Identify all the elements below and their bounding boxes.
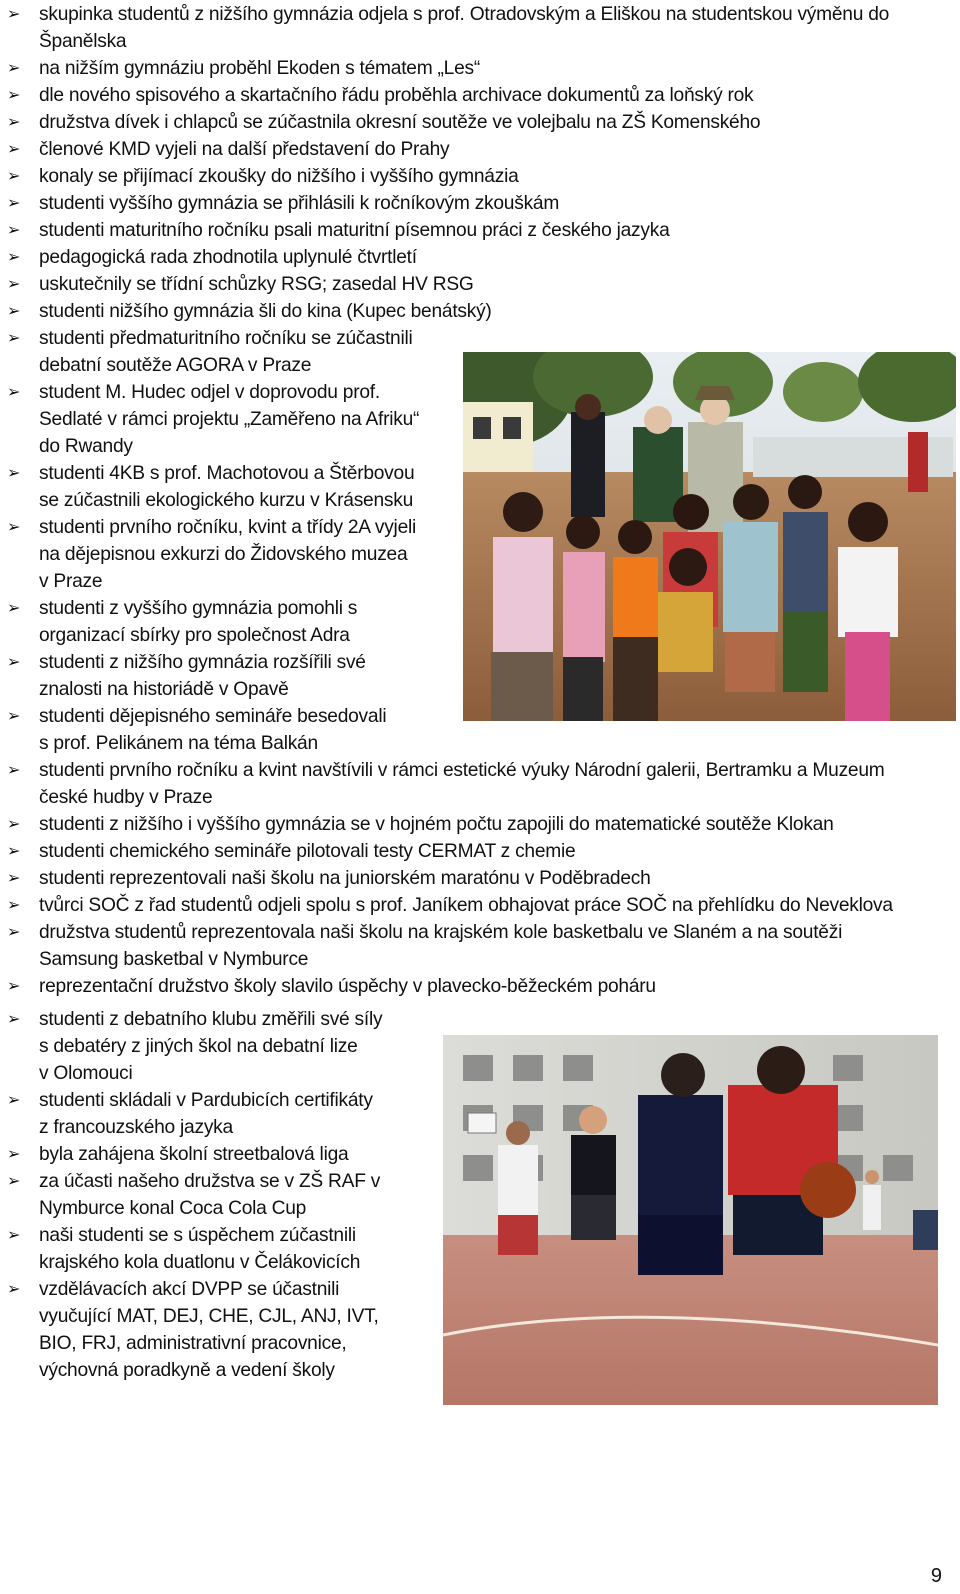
arrow-bullet-icon: ➢ bbox=[7, 222, 21, 239]
list-item-line: studenti z vyššího gymnázia pomohli s bbox=[39, 598, 358, 619]
list-item-line: Sedlaté v rámci projektu „Zaměřeno na Afriku“ bbox=[39, 409, 420, 430]
list-item-line: vzdělávacích akcí DVPP se účastnili bbox=[39, 1279, 340, 1300]
list-item bbox=[0, 1087, 382, 1141]
arrow-bullet-icon: ➢ bbox=[7, 1146, 21, 1163]
list-item-line: konaly se přijímací zkoušky do nižšího i vyššího gymnázia bbox=[39, 166, 519, 187]
list-item-text bbox=[39, 271, 893, 298]
list-item-line: české hudby v Praze bbox=[39, 787, 213, 808]
list-item-line: studenti 4KB s prof. Machotovou a Štěrbovou bbox=[39, 463, 415, 484]
list-item bbox=[0, 811, 893, 838]
list-item bbox=[0, 892, 893, 919]
arrow-bullet-icon: ➢ bbox=[7, 168, 21, 185]
list-item-line: byla zahájena školní streetbalová liga bbox=[39, 1144, 349, 1165]
list-item-line: studenti maturitního ročníku psali maturitní písemnou práci z českého jazyka bbox=[39, 220, 670, 241]
list-item-line: v Olomouci bbox=[39, 1063, 133, 1084]
arrow-bullet-icon: ➢ bbox=[7, 1281, 21, 1298]
list-item bbox=[0, 298, 893, 325]
arrow-bullet-icon: ➢ bbox=[7, 978, 21, 995]
arrow-bullet-icon: ➢ bbox=[7, 762, 21, 779]
arrow-bullet-icon: ➢ bbox=[7, 843, 21, 860]
arrow-bullet-icon: ➢ bbox=[7, 1092, 21, 1109]
list-item-line: studenti vyššího gymnázia se přihlásili k ročníkovým zkouškám bbox=[39, 193, 560, 214]
photo-basketball-image bbox=[443, 1035, 938, 1405]
arrow-bullet-icon: ➢ bbox=[7, 276, 21, 293]
arrow-bullet-icon: ➢ bbox=[7, 195, 21, 212]
arrow-bullet-icon: ➢ bbox=[7, 654, 21, 671]
list-item bbox=[0, 163, 893, 190]
list-item-line: pedagogická rada zhodnotila uplynulé čtvrtletí bbox=[39, 247, 417, 268]
list-item-line: krajského kola duatlonu v Čelákovicích bbox=[39, 1252, 361, 1273]
list-item-text bbox=[39, 109, 893, 136]
list-item-line: do Rwandy bbox=[39, 436, 133, 457]
photo-rwanda-image bbox=[463, 352, 956, 721]
list-item bbox=[0, 1222, 382, 1276]
arrow-bullet-icon: ➢ bbox=[7, 87, 21, 104]
list-item-line: z francouzského jazyka bbox=[39, 1117, 233, 1138]
list-item-text bbox=[39, 1168, 382, 1222]
list-item-line: student M. Hudec odjel v doprovodu prof. bbox=[39, 382, 380, 403]
list-item bbox=[0, 82, 893, 109]
list-item-text bbox=[39, 217, 893, 244]
list-item-line: studenti nižšího gymnázia šli do kina (Kupec benátský) bbox=[39, 301, 492, 322]
arrow-bullet-icon: ➢ bbox=[7, 249, 21, 266]
list-item-line: Nymburce konal Coca Cola Cup bbox=[39, 1198, 307, 1219]
list-item-line: studenti předmaturitního ročníku se zúčastnili bbox=[39, 328, 413, 349]
list-item-text bbox=[39, 190, 893, 217]
list-item-line: reprezentační družstvo školy slavilo úspěchy v plavecko-běžeckém poháru bbox=[39, 976, 656, 997]
list-item-line: na dějepisnou exkurzi do Židovského muzea bbox=[39, 544, 408, 565]
list-item-text bbox=[39, 1141, 382, 1168]
list-item bbox=[0, 1006, 382, 1087]
list-item-line: znalosti na historiádě v Opavě bbox=[39, 679, 289, 700]
list-item-text bbox=[39, 757, 893, 811]
list-item-line: tvůrci SOČ z řad studentů odjeli spolu s prof. Janíkem obhajovat práce SOČ na přehlídku do Neveklova bbox=[39, 895, 893, 916]
list-item-text bbox=[39, 55, 893, 82]
list-item-line: členové KMD vyjeli na další představení do Prahy bbox=[39, 139, 450, 160]
list-item-text bbox=[39, 82, 893, 109]
list-item-line: za účasti našeho družstva se v ZŠ RAF v bbox=[39, 1171, 381, 1192]
list-item bbox=[0, 190, 893, 217]
arrow-bullet-icon: ➢ bbox=[7, 1173, 21, 1190]
list-item-line: na nižším gymnáziu proběhl Ekoden s tématem „Les“ bbox=[39, 58, 480, 79]
list-item-line: uskutečnily se třídní schůzky RSG; zasedal HV RSG bbox=[39, 274, 474, 295]
photo-children-rwanda bbox=[463, 352, 956, 721]
list-item-line: skupinka studentů z nižšího gymnázia odjela s prof. Otradovským a Eliškou na studentskou výměnu do bbox=[39, 4, 890, 25]
list-item-text bbox=[39, 163, 893, 190]
list-item-line: dle nového spisového a skartačního řádu proběhla archivace dokumentů za loňský rok bbox=[39, 85, 754, 106]
list-item-text bbox=[39, 865, 893, 892]
list-item-line: studenti skládali v Pardubicích certifikáty bbox=[39, 1090, 373, 1111]
arrow-bullet-icon: ➢ bbox=[7, 1011, 21, 1028]
bullet-list-bottom bbox=[0, 1006, 382, 1384]
list-item-line: studenti prvního ročníku a kvint navštívili v rámci estetické výuky Národní galerii, Bertramku a Muzeum bbox=[39, 760, 885, 781]
list-item-line: výchovná poradkyně a vedení školy bbox=[39, 1360, 335, 1381]
list-item bbox=[0, 217, 893, 244]
list-item-line: studenti prvního ročníku, kvint a třídy 2A vyjeli bbox=[39, 517, 417, 538]
list-item-line: Španělska bbox=[39, 31, 127, 52]
list-item bbox=[0, 865, 893, 892]
list-item-text bbox=[39, 298, 893, 325]
list-item-line: studenti dějepisného semináře besedovali bbox=[39, 706, 387, 727]
list-item-line: organizací sbírky pro společnost Adra bbox=[39, 625, 350, 646]
list-item-line: Samsung basketbal v Nymburce bbox=[39, 949, 309, 970]
list-item-text bbox=[39, 1006, 382, 1087]
list-item-text bbox=[39, 136, 893, 163]
list-item-line: s prof. Pelikánem na téma Balkán bbox=[39, 733, 318, 754]
list-item bbox=[0, 919, 893, 973]
list-item-text bbox=[39, 838, 893, 865]
list-item-line: v Praze bbox=[39, 571, 103, 592]
list-item-line: se zúčastnili ekologického kurzu v Krásensku bbox=[39, 490, 414, 511]
list-item bbox=[0, 136, 893, 163]
list-item bbox=[0, 55, 893, 82]
list-item-line: vyučující MAT, DEJ, CHE, CJL, ANJ, IVT, bbox=[39, 1306, 379, 1327]
arrow-bullet-icon: ➢ bbox=[7, 6, 21, 23]
list-item-line: studenti chemického semináře pilotovali testy CERMAT z chemie bbox=[39, 841, 576, 862]
list-item-text bbox=[39, 244, 893, 271]
arrow-bullet-icon: ➢ bbox=[7, 141, 21, 158]
list-item-line: studenti z debatního klubu změřili své síly bbox=[39, 1009, 383, 1030]
photo-streetball bbox=[443, 1035, 938, 1405]
list-item bbox=[0, 244, 893, 271]
list-item-line: BIO, FRJ, administrativní pracovnice, bbox=[39, 1333, 347, 1354]
list-item-line: debatní soutěže AGORA v Praze bbox=[39, 355, 312, 376]
list-item-text bbox=[39, 1, 893, 55]
arrow-bullet-icon: ➢ bbox=[7, 519, 21, 536]
list-item bbox=[0, 1, 893, 55]
list-item bbox=[0, 838, 893, 865]
arrow-bullet-icon: ➢ bbox=[7, 1227, 21, 1244]
arrow-bullet-icon: ➢ bbox=[7, 600, 21, 617]
list-item-text bbox=[39, 973, 893, 1000]
arrow-bullet-icon: ➢ bbox=[7, 114, 21, 131]
list-item-line: studenti reprezentovali naši školu na juniorském maratónu v Poděbradech bbox=[39, 868, 651, 889]
list-item bbox=[0, 1276, 382, 1384]
list-item bbox=[0, 1168, 382, 1222]
arrow-bullet-icon: ➢ bbox=[7, 870, 21, 887]
list-item-line: družstva studentů reprezentovala naši školu na krajském kole basketbalu ve Slaném a na soutěži bbox=[39, 922, 843, 943]
arrow-bullet-icon: ➢ bbox=[7, 897, 21, 914]
list-item bbox=[0, 109, 893, 136]
list-item-text bbox=[39, 1222, 382, 1276]
page-number: 9 bbox=[930, 1565, 942, 1587]
arrow-bullet-icon: ➢ bbox=[7, 708, 21, 725]
list-item bbox=[0, 757, 893, 811]
list-item-text bbox=[39, 1276, 382, 1384]
list-item-text bbox=[39, 811, 893, 838]
arrow-bullet-icon: ➢ bbox=[7, 60, 21, 77]
list-item bbox=[0, 271, 893, 298]
arrow-bullet-icon: ➢ bbox=[7, 384, 21, 401]
list-item-line: studenti z nižšího gymnázia rozšířili své bbox=[39, 652, 366, 673]
arrow-bullet-icon: ➢ bbox=[7, 924, 21, 941]
arrow-bullet-icon: ➢ bbox=[7, 816, 21, 833]
arrow-bullet-icon: ➢ bbox=[7, 303, 21, 320]
list-item-line: naši studenti se s úspěchem zúčastnili bbox=[39, 1225, 356, 1246]
list-item bbox=[0, 973, 893, 1000]
list-item bbox=[0, 1141, 382, 1168]
list-item-text bbox=[39, 892, 893, 919]
list-item-line: s debatéry z jiných škol na debatní lize bbox=[39, 1036, 358, 1057]
arrow-bullet-icon: ➢ bbox=[7, 465, 21, 482]
list-item-line: studenti z nižšího i vyššího gymnázia se v hojném počtu zapojili do matematické soutěže Klokan bbox=[39, 814, 834, 835]
list-item-text bbox=[39, 919, 893, 973]
list-item-line: družstva dívek i chlapců se zúčastnila okresní soutěže ve volejbalu na ZŠ Komenského bbox=[39, 112, 761, 133]
arrow-bullet-icon: ➢ bbox=[7, 330, 21, 347]
list-item-text bbox=[39, 1087, 382, 1141]
